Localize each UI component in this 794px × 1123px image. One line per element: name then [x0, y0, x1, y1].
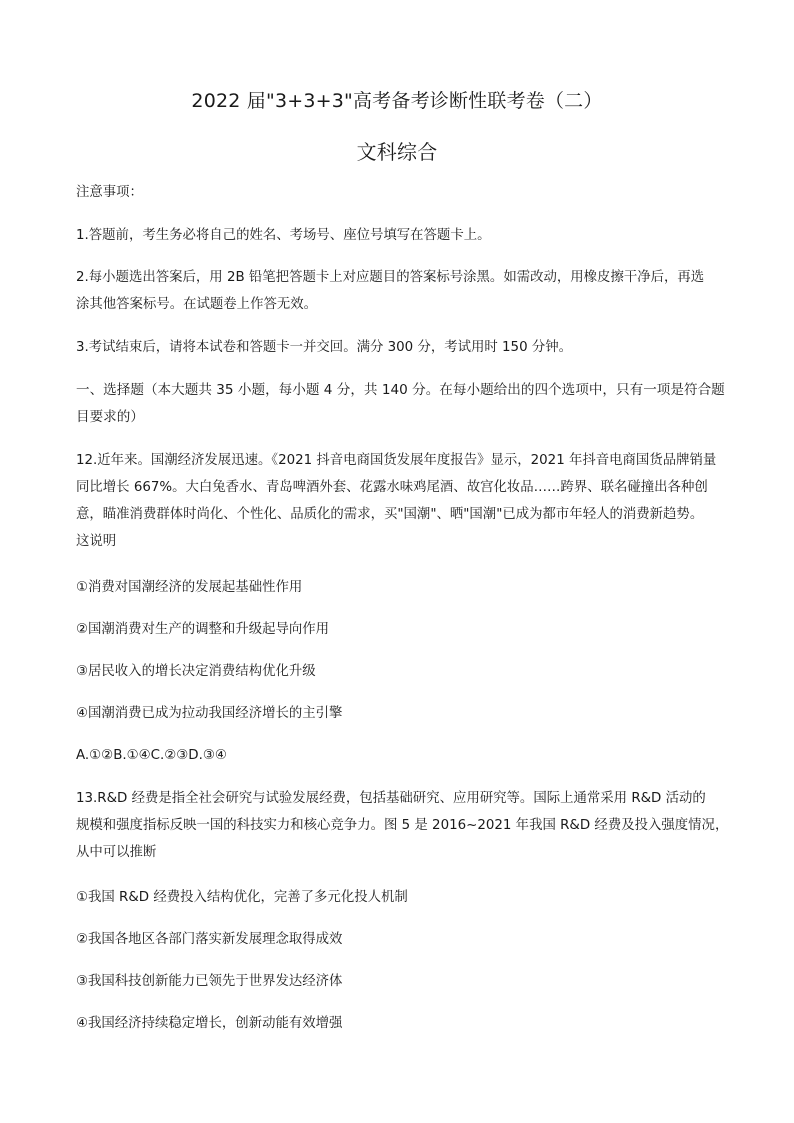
q12-stem-line1: 12.近年来。国潮经济发展迅速。《2021 抖音电商国货发展年度报告》显示，2021 年抖音电商国货品牌销量	[76, 453, 717, 468]
q12-option-2: ②国潮消费对生产的调整和升级起导向作用	[76, 622, 330, 637]
q12-option-3: ③居民收入的增长决定消费结构优化升级	[76, 664, 316, 679]
q13-option-1: ①我国 R&D 经费投入结构优化，完善了多元化投人机制	[76, 890, 408, 905]
note-item-2: 2.每小题选出答案后，用 2B 铅笔把答题卡上对应题目的答案标号涂黑。如需改动，用橡皮擦干净后，再选	[76, 270, 705, 285]
q12-stem-line3: 意，瞄准消费群体时尚化、个性化、品质化的需求，买"国潮"、晒"国潮"已成为都市年轻人的消费新趋势。	[76, 507, 704, 522]
q13-stem-line3: 从中可以推断	[76, 845, 157, 860]
section-heading-line1: 一、选择题（本大题共 35 小题，每小题 4 分，共 140 分。在每小题给出的四个选项中，只有一项是符合题	[76, 382, 725, 398]
exam-subject: 文科综合	[356, 140, 438, 164]
note-item-3: 3.考试结束后，请将本试卷和答题卡一并交回。满分 300 分，考试用时 150 分钟。	[76, 340, 573, 355]
exam-title: 2022 届"3+3+3"高考备考诊断性联考卷（二）	[191, 90, 603, 112]
note-item-2-cont: 涂其他答案标号。在试题卷上作答无效。	[76, 297, 318, 312]
q13-option-4: ④我国经济持续稳定增长，创新动能有效增强	[76, 1016, 343, 1031]
q13-option-2: ②我国各地区各部门落实新发展理念取得成效	[76, 932, 343, 947]
q12-answer-choices: A.①②B.①④C.②③D.③④	[76, 748, 227, 763]
q12-stem-line2: 同比增长 667%。大白兔香水、青岛啤酒外套、花露水味鸡尾酒、故宫化妆品……跨界、联名碰撞出各种创	[76, 480, 708, 495]
notes-heading: 注意事项：	[76, 185, 143, 200]
q13-stem-line2: 规模和强度指标反映一国的科技实力和核心竞争力。图 5 是 2016~2021 年我国 R&D 经费及投入强度情况，	[76, 818, 729, 833]
q13-option-3: ③我国科技创新能力已领先于世界发达经济体	[76, 974, 343, 989]
q12-option-1: ①消费对国潮经济的发展起基础性作用	[76, 580, 303, 595]
note-item-1: 1.答题前，考生务必将自己的姓名、考场号、座位号填写在答题卡上。	[76, 228, 491, 243]
q13-stem-line1: 13.R&D 经费是指全社会研究与试验发展经费，包括基础研究、应用研究等。国际上通常采用 R&D 活动的	[76, 791, 706, 806]
q12-stem-line4: 这说明	[76, 534, 117, 549]
q12-option-4: ④国潮消费已成为拉动我国经济增长的主引擎	[76, 706, 343, 721]
section-heading-line2: 目要求的）	[76, 409, 144, 425]
